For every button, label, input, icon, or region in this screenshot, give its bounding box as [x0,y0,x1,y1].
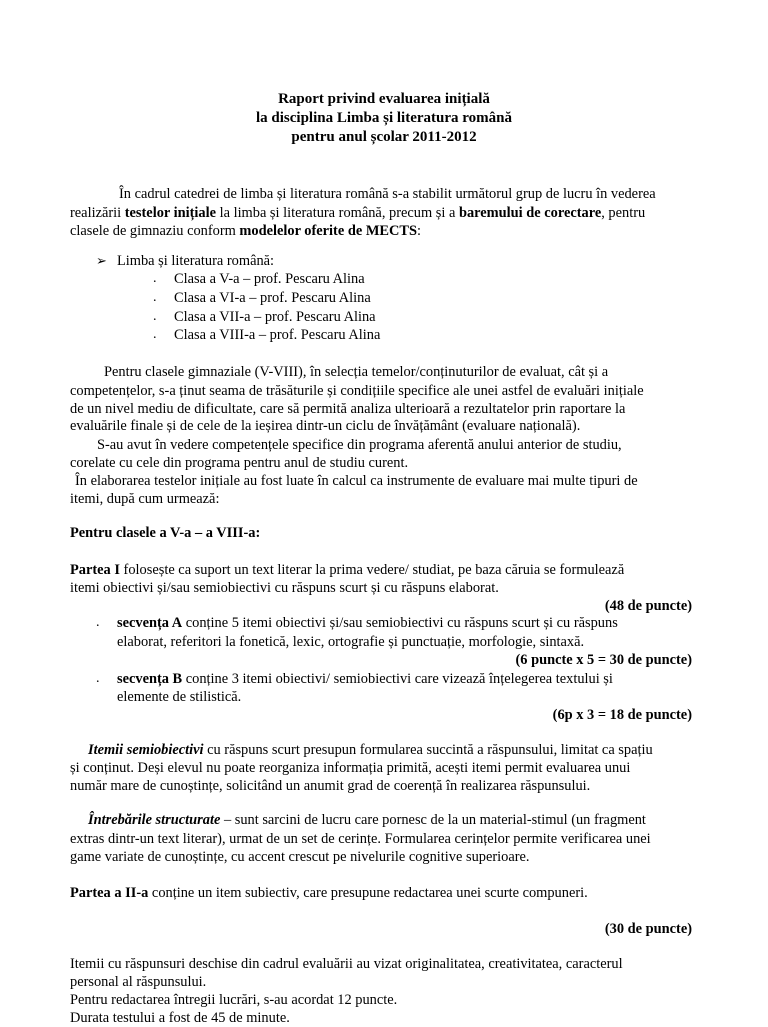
structurate-line-3: game variate de cunoștințe, cu accent crescut pe nivelurile cognitive superioare. [70,849,530,865]
list-item: Clasa a VII-a – prof. Pescaru Alina [174,309,376,325]
list-item: Clasa a V-a – prof. Pescaru Alina [174,271,365,287]
secventa-a-line-2: elaborat, referitori la fonetică, lexic, ortografie și punctuație, morfologie, sintaxă. [117,634,585,650]
partea-1-line-2: itemi obiectivi și/sau semiobiectivi cu răspuns scurt și cu răspuns elaborat. [70,580,499,596]
list-item: Clasa a VI-a – prof. Pescaru Alina [174,290,371,306]
closing-line-1: Itemii cu răspunsuri deschise din cadrul evaluării au vizat originalitatea, creativitatea, caracterul [70,956,623,972]
closing-line-3: Pentru redactarea întregii lucrări, s-au acordat 12 puncte. [70,992,398,1008]
bullet-icon: . [153,327,157,342]
list-heading: Limba și literatura română: [117,253,275,269]
secventa-a-points: (6 puncte x 5 = 30 de puncte) [515,652,692,668]
bullet-icon: . [96,615,100,630]
section-heading: Pentru clasele a V-a – a VIII-a: [70,525,261,541]
partea-1-line-1: Partea I folosește ca suport un text literar la prima vedere/ studiat, pe baza căruia se formulează [70,562,625,578]
intro-line-2: realizării testelor inițiale la limba și literatura română, precum și a baremului de corectare, pentru [70,205,646,221]
list-item: Clasa a VIII-a – prof. Pescaru Alina [174,327,381,343]
arrow-bullet-icon: ➢ [96,253,107,268]
secventa-b-line-1: secvența B conține 3 itemi obiectivi/ semiobiectivi care vizează înțelegerea textului și [117,671,613,687]
bullet-icon: . [153,290,157,305]
paragraph-2-line-8: itemi, după cum urmează: [70,491,220,507]
structurate-line-1: Întrebările structurate – sunt sarcini de lucru care pornesc de la un material-stimul (un fragment [88,812,646,828]
bullet-icon: . [96,671,100,686]
paragraph-2-line-5: S-au avut în vedere competențele specifice din programa aferentă anului anterior de studiu, [97,437,622,453]
secventa-b-points: (6p x 3 = 18 de puncte) [552,707,692,723]
document-title-line-3: pentru anul școlar 2011-2012 [291,129,477,145]
paragraph-2-line-7: În elaborarea testelor inițiale au fost luate în calcul ca instrumente de evaluare mai multe tipuri de [75,473,638,489]
secventa-a-line-1: secvența A conține 5 itemi obiectivi și/sau semiobiectivi cu răspuns scurt și cu răspuns [117,615,618,631]
paragraph-2-line-2: competențelor, s-a ținut seama de trăsăturile și condițiile specifice ale unei astfel de evaluări inițiale [70,383,644,399]
paragraph-2-line-1: Pentru clasele gimnaziale (V-VIII), în selecția temelor/conținuturilor de evaluat, cât și a [104,364,609,380]
structurate-line-2: extras dintr-un text literar), urmat de un set de cerințe. Formularea cerințelor permite verificarea unei [70,831,651,847]
partea-2-line: Partea a II-a conține un item subiectiv, care presupune redactarea unei scurte compuneri. [70,885,588,901]
partea-2-points: (30 de puncte) [604,921,692,937]
closing-line-2: personal al răspunsului. [70,974,207,990]
semiobiectivi-line-1: Itemii semiobiectivi cu răspuns scurt presupun formularea succintă a răspunsului, limitat ca spațiu [88,742,653,758]
secventa-b-line-2: elemente de stilistică. [117,689,242,705]
closing-line-4: Durata testului a fost de 45 de minute. [70,1010,290,1026]
paragraph-2-line-6: corelate cu cele din programa pentru anul de studiu curent. [70,455,409,471]
intro-line-1: În cadrul catedrei de limba și literatura română s-a stabilit următorul grup de lucru în vederea [119,186,656,202]
document-title-line-1: Raport privind evaluarea inițială [278,91,490,107]
bullet-icon: . [153,271,157,286]
paragraph-2-line-4: evaluările finale și de cele de la ieșirea dintr-un ciclu de învățământ (evaluare națională). [70,418,581,434]
semiobiectivi-line-2: și conținut. Deși elevul nu poate reorganiza informația primită, acești itemi permit evaluarea unui [70,760,631,776]
document-title-line-2: la disciplina Limba și literatura română [256,110,512,126]
paragraph-2-line-3: de un nivel mediu de dificultate, care să permită analiza ulterioară a rezultatelor prin raportare la [70,401,626,417]
bullet-icon: . [153,309,157,324]
semiobiectivi-line-3: număr mare de cunoștințe, solicitând un anumit grad de coerență în realizarea răspunsului. [70,778,591,794]
partea-1-points: (48 de puncte) [604,598,692,614]
intro-line-3: clasele de gimnaziu conform modelelor oferite de MECTS: [70,223,421,239]
